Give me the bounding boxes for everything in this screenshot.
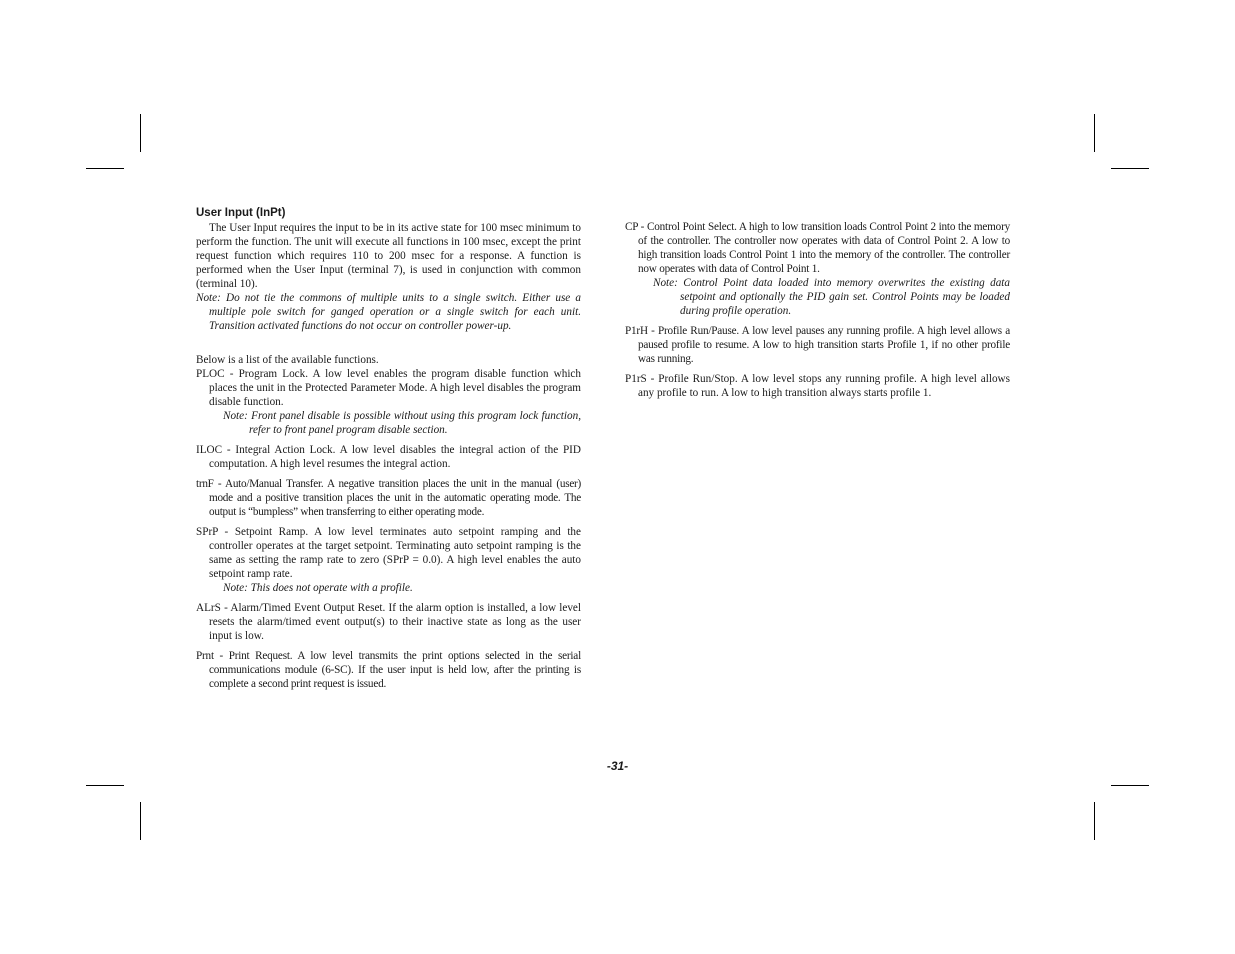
- function-iloc: ILOC - Integral Action Lock. A low level disables the integral action of the PID computation. A high level resumes the integral action.: [196, 444, 581, 470]
- function-ploc: PLOC - Program Lock. A low level enables the program disable function which places the unit in the Protected Parameter Mode. A high level disables the program disable function.: [196, 368, 581, 408]
- list-intro: Below is a list of the available functions.: [196, 354, 379, 366]
- section-heading: User Input (InPt): [196, 207, 286, 219]
- crop-mark: [86, 168, 124, 169]
- note-sprp: Note: This does not operate with a profile.: [223, 582, 413, 594]
- crop-mark: [86, 785, 124, 786]
- note-paragraph: Note: Do not tie the commons of multiple units to a single switch. Either use a multiple pole switch for ganged operation or a single switch for each unit. Transition activated functions do not occur on controller power-up.: [196, 292, 581, 332]
- function-p1rh: P1rH - Profile Run/Pause. A low level pauses any running profile. A high level allows a paused profile to resume. A low to high transition starts Profile 1, if no other profile was running.: [625, 325, 1010, 365]
- function-trnf: trnF - Auto/Manual Transfer. A negative transition places the unit in the manual (user) mode and a positive transition places the unit in the automatic operating mode. The output is “bumpless” when transferring to either operating mode.: [196, 478, 581, 518]
- crop-mark: [1094, 114, 1095, 152]
- note-cp: Note: Control Point data loaded into memory overwrites the existing data setpoint and optionally the PID gain set. Control Points may be loaded during profile operation.: [653, 277, 1010, 317]
- function-p1rs: P1rS - Profile Run/Stop. A low level stops any running profile. A high level allows any profile to run. A low to high transition always starts profile 1.: [625, 373, 1010, 399]
- function-sprp: SPrP - Setpoint Ramp. A low level terminates auto setpoint ramping and the controller operates at the target setpoint. Terminating auto setpoint ramping is the same as setting the ramp rate to zero (SPrP = 0.0). A high level enables the auto setpoint ramp rate.: [196, 526, 581, 580]
- crop-mark: [1094, 802, 1095, 840]
- page-number: -31-: [606, 759, 629, 773]
- function-alrs: ALrS - Alarm/Timed Event Output Reset. If the alarm option is installed, a low level resets the alarm/timed event output(s) to their inactive state as long as the user input is low.: [196, 602, 581, 642]
- intro-paragraph: The User Input requires the input to be in its active state for 100 msec minimum to perform the function. The unit will execute all functions in 100 msec, except the print request function which requires 110 to 200 msec for a response. A function is performed when the User Input (terminal 7), is used in conjunction with common (terminal 10).: [196, 222, 581, 290]
- right-column: [625, 220, 1010, 400]
- note-ploc: Note: Front panel disable is possible without using this program lock function, refer to front panel program disable section.: [223, 410, 581, 436]
- crop-mark: [1111, 168, 1149, 169]
- left-column: [196, 206, 581, 691]
- function-cp: CP - Control Point Select. A high to low transition loads Control Point 2 into the memory of the controller. The controller now operates with data of Control Point 2. A low to high transition loads Control Point 1 into the memory of the controller. The controller now operates with data of Control Point 1.: [625, 221, 1010, 275]
- crop-mark: [140, 802, 141, 840]
- function-prnt: Prnt - Print Request. A low level transmits the print options selected in the serial communications module (6-SC). If the user input is held low, after the printing is complete a second print request is issued.: [196, 650, 581, 690]
- crop-mark: [140, 114, 141, 152]
- crop-mark: [1111, 785, 1149, 786]
